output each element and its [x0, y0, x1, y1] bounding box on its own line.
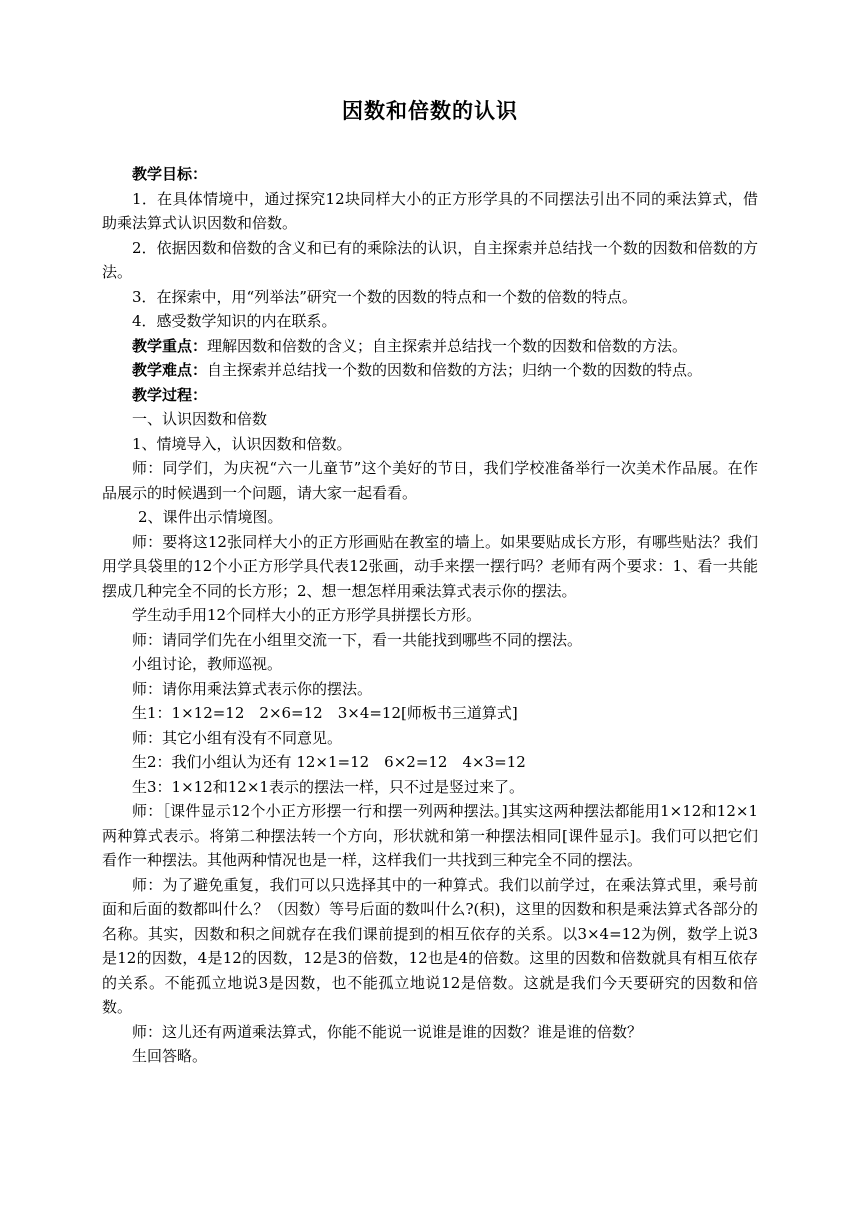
- paragraph-3: 学生动手用12个同样大小的正方形学具拼摆长方形。: [132, 606, 482, 624]
- paragraph-1: 师：同学们，为庆祝“六一儿童节”这个美好的节日，我们学校准备举行一次美术作品展。在作品展示的时候遇到一个问题，请大家一起看看。: [102, 459, 758, 502]
- step-2: 2、课件出示情境图。: [138, 508, 283, 526]
- difficulty: [102, 358, 758, 383]
- paragraph-8: 师：其它小组有没有不同意见。: [132, 728, 343, 747]
- paragraph-6: 师：请你用乘法算式表示你的摆法。: [132, 679, 373, 698]
- objective-1: 1．在具体情境中，通过探究12块同样大小的正方形学具的不同摆法引出不同的乘法算式，借助乘法算式认识因数和倍数。: [102, 189, 758, 232]
- paragraph-12: 师：为了避免重复，我们可以只选择其中的一种算式。我们以前学过，在乘法算式里，乘号前面和后面的数都叫什么？（因数）等号后面的数叫什么?(积)，这里的因数和积是乘法算式各部分的名称。其实，因数和积之间就存在我们课前提到的相互依存的关系。以3×4=12为例，数学上说3是12的因数，4是12的因数，12是3的倍数，12也是4的倍数。这里的因数和倍数就具有相互依存的关系。不能孤立地说3是因数，也不能孤立地说12是倍数。这就是我们今天要研究的因数和倍数。: [102, 875, 758, 1016]
- difficulty-text: 自主探索并总结找一个数的因数和倍数的方法；归纳一个数的因数的特点。: [207, 361, 703, 379]
- objective-4: 4．感受数学知识的内在联系。: [132, 312, 337, 330]
- document-page: [102, 96, 758, 1069]
- paragraph-14: 生回答略。: [132, 1047, 208, 1065]
- document-title: 因数和倍数的认识: [342, 99, 518, 123]
- paragraph-13: 师：这儿还有两道乘法算式，你能不能说一说谁是谁的因数？谁是谁的倍数？: [132, 1022, 643, 1041]
- key-point-label: 教学重点：: [132, 336, 208, 355]
- paragraph-10: 生3：1×12和12×1表示的摆法一样，只不过是竖过来了。: [132, 777, 524, 796]
- paragraph-5: 小组讨论，教师巡视。: [132, 655, 283, 673]
- key-point: [102, 334, 758, 359]
- objective-2: 2．依据因数和倍数的含义和已有的乘除法的认识，自主探索并总结找一个数的因数和倍数的方法。: [102, 238, 758, 281]
- section-1-heading: 一、认识因数和倍数: [132, 410, 268, 428]
- step-1: 1、情境导入，认识因数和倍数。: [132, 434, 352, 453]
- difficulty-label: 教学难点：: [132, 361, 208, 379]
- paragraph-4: 师：请同学们先在小组里交流一下，看一共能找到哪些不同的摆法。: [132, 630, 583, 649]
- objective-3: 3．在探索中，用“列举法”研究一个数的因数的特点和一个数的倍数的特点。: [132, 287, 637, 306]
- paragraph-11: 师：［课件显示12个小正方形摆一行和摆一列两种摆法。]其实这两种摆法都能用1×12和12×1两种算式表示。将第二种摆法转一个方向，形状就和第一种摆法相同[课件显示]。我们可以把它们看作一种摆法。其他两种情况也是一样，这样我们一共找到三种完全不同的摆法。: [102, 802, 758, 869]
- key-point-text: 理解因数和倍数的含义；自主探索并总结找一个数的因数和倍数的方法。: [207, 336, 688, 355]
- paragraph-2: 师：要将这12张同样大小的正方形画贴在教室的墙上。如果要贴成长方形，有哪些贴法？我们用学具袋里的12个小正方形学具代表12张画，动手来摆一摆行吗？老师有两个要求：1、看一共能摆成几种完全不同的长方形；2、想一想怎样用乘法算式表示你的摆法。: [102, 532, 758, 600]
- objectives-heading: 教学目标：: [132, 165, 208, 183]
- paragraph-9: 生2：我们小组认为还有 12×1=12 6×2=12 4×3=12: [132, 753, 526, 771]
- paragraph-7: 生1：1×12=12 2×6=12 3×4=12[师板书三道算式]: [132, 704, 518, 722]
- process-heading: 教学过程：: [132, 385, 208, 404]
